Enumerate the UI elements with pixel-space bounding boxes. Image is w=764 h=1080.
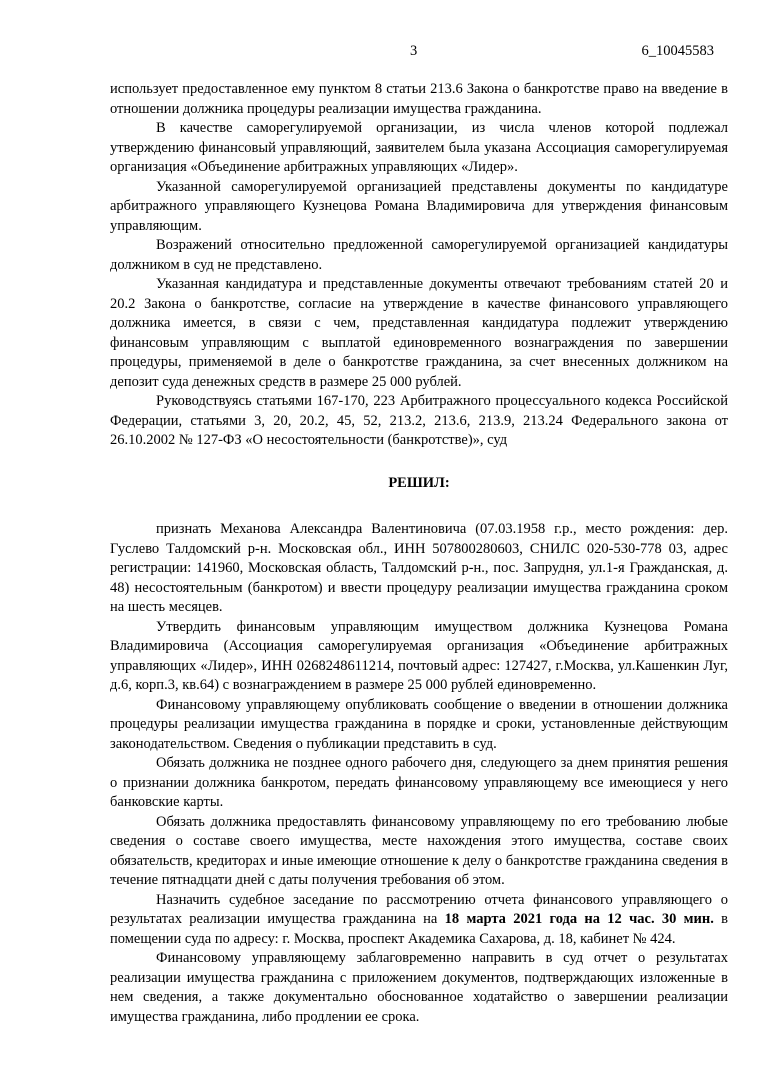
paragraph: Возражений относительно предложенной саморегулируемой организацией кандидатуры должником в суд не представлено. xyxy=(110,237,728,273)
decision-heading: РЕШИЛ: xyxy=(388,474,450,491)
paragraph: использует предоставленное ему пунктом 8 статьи 213.6 Закона о банкротстве право на введение в отношении должника процедуры реализации имущества гражданина. xyxy=(110,81,728,117)
paragraph: Руководствуясь статьями 167-170, 223 Арбитражного процессуального кодекса Российской Федерации, статьями 3, 20, 20.2, 45, 52, 213.2, 213.6, 213.9, 213.24 Федерального закона от 26.10.2002 № 127-ФЗ «О несостоятельности (банкротстве)», суд xyxy=(110,393,728,448)
paragraph-text: Утвердить финансовым управляющим имуществом должника Кузнецова Романа Владимировича (Ассоциация саморегулируемая организация «Объединение арбитражных управляющих «Лидер», ИНН 0268248611214, почтовый адрес: 127427, г.Москва, ул.Кашенкин Луг, д.6, корп.3, кв.64) с вознаграждением в размере xyxy=(110,618,728,693)
paragraph: Обязать должника не позднее одного рабочего дня, следующего за днем принятия решения о признании должника банкротом, передать финансовому управляющему все имеющиеся у него банковские карты. xyxy=(110,755,728,810)
page-header xyxy=(110,43,728,63)
paragraph-text: Назначить судебное заседание по рассмотрению отчета финансового управляющего о результатах реализации имущества гражданина на xyxy=(110,891,728,927)
paragraph: Финансовому управляющему заблаговременно направить в суд отчет о результатах реализации имущества гражданина с приложением документов, подтверждающих изложенные в нем сведения, а также документально обоснованное ходатайство о завершении реализации имущества гражданина, либо продлении ее срока. xyxy=(110,950,728,1025)
paragraph: признать Механова Александра Валентиновича (07.03.1958 г.р., место рождения: дер. Гуслево Талдомский р-н. Московская обл., ИНН 507800280603, СНИЛС 020-530-778 03, адрес регистрации: 141960, Московская область, Талдомский р-н., пос. Запрудня, ул.1-я Гражданская, д. 48) несостоятельным (банкротом) и ввести процедуру реализации имущества гражданина сроком на шесть месяцев. xyxy=(110,521,728,615)
page-number: 3 xyxy=(410,43,418,59)
hearing-place: в помещении суда по адресу: г. Москва, проспект Академика Сахарова, д. 18, кабинет № 424. xyxy=(110,911,729,947)
paragraph: В качестве саморегулируемой организации, из числа членов которой подлежал утверждению финансовый управляющий, заявителем была указана Ассоциация саморегулируемая организация «Объединение арбитражных управляющих «Лидер». xyxy=(110,120,728,175)
paragraph: Указанной саморегулируемой организацией представлены документы по кандидатуре арбитражного управляющего Кузнецова Романа Владимировича для утверждения финансовым управляющим. xyxy=(110,178,728,234)
paragraph-tail: единовременно. xyxy=(497,677,597,693)
hearing-datetime: 18 марта 2021 года на 12 час. 30 мин. xyxy=(444,911,714,927)
paragraph: Финансовому управляющему опубликовать сообщение о введении в отношении должника процедуры реализации имущества гражданина в порядке и сроки, установленные действующим законодательством. Сведения о публикации представить в суд. xyxy=(110,696,728,752)
paragraph xyxy=(110,891,728,950)
document-body xyxy=(110,80,728,1027)
paragraph: Обязать должника предоставлять финансовому управляющему по его требованию любые сведения о составе своего имущества, месте нахождения этого имущества, составе своих обязательств, кредиторах и иные имеющие отношение к делу о банкротстве гражданина сведения в течение пятнадцати дней с даты получения требования об этом. xyxy=(110,813,728,888)
fee-amount: 25 000 рублей xyxy=(407,677,494,693)
paragraph xyxy=(110,618,728,696)
document-id: 6_10045583 xyxy=(641,43,714,59)
paragraph: Указанная кандидатура и представленные документы отвечают требованиям статей 20 и 20.2 Закона о банкротстве, согласие на утверждение в качестве финансового управляющего должника имеется, в связи с чем, представленная кандидатура подлежит утверждению финансовым управляющим с выплатой единовременного вознаграждения по завершении процедуры, применяемой в деле о банкротстве гражданина, за счет внесенных должником на депозит суда денежных средств в размере 25 000 рублей. xyxy=(110,276,728,390)
